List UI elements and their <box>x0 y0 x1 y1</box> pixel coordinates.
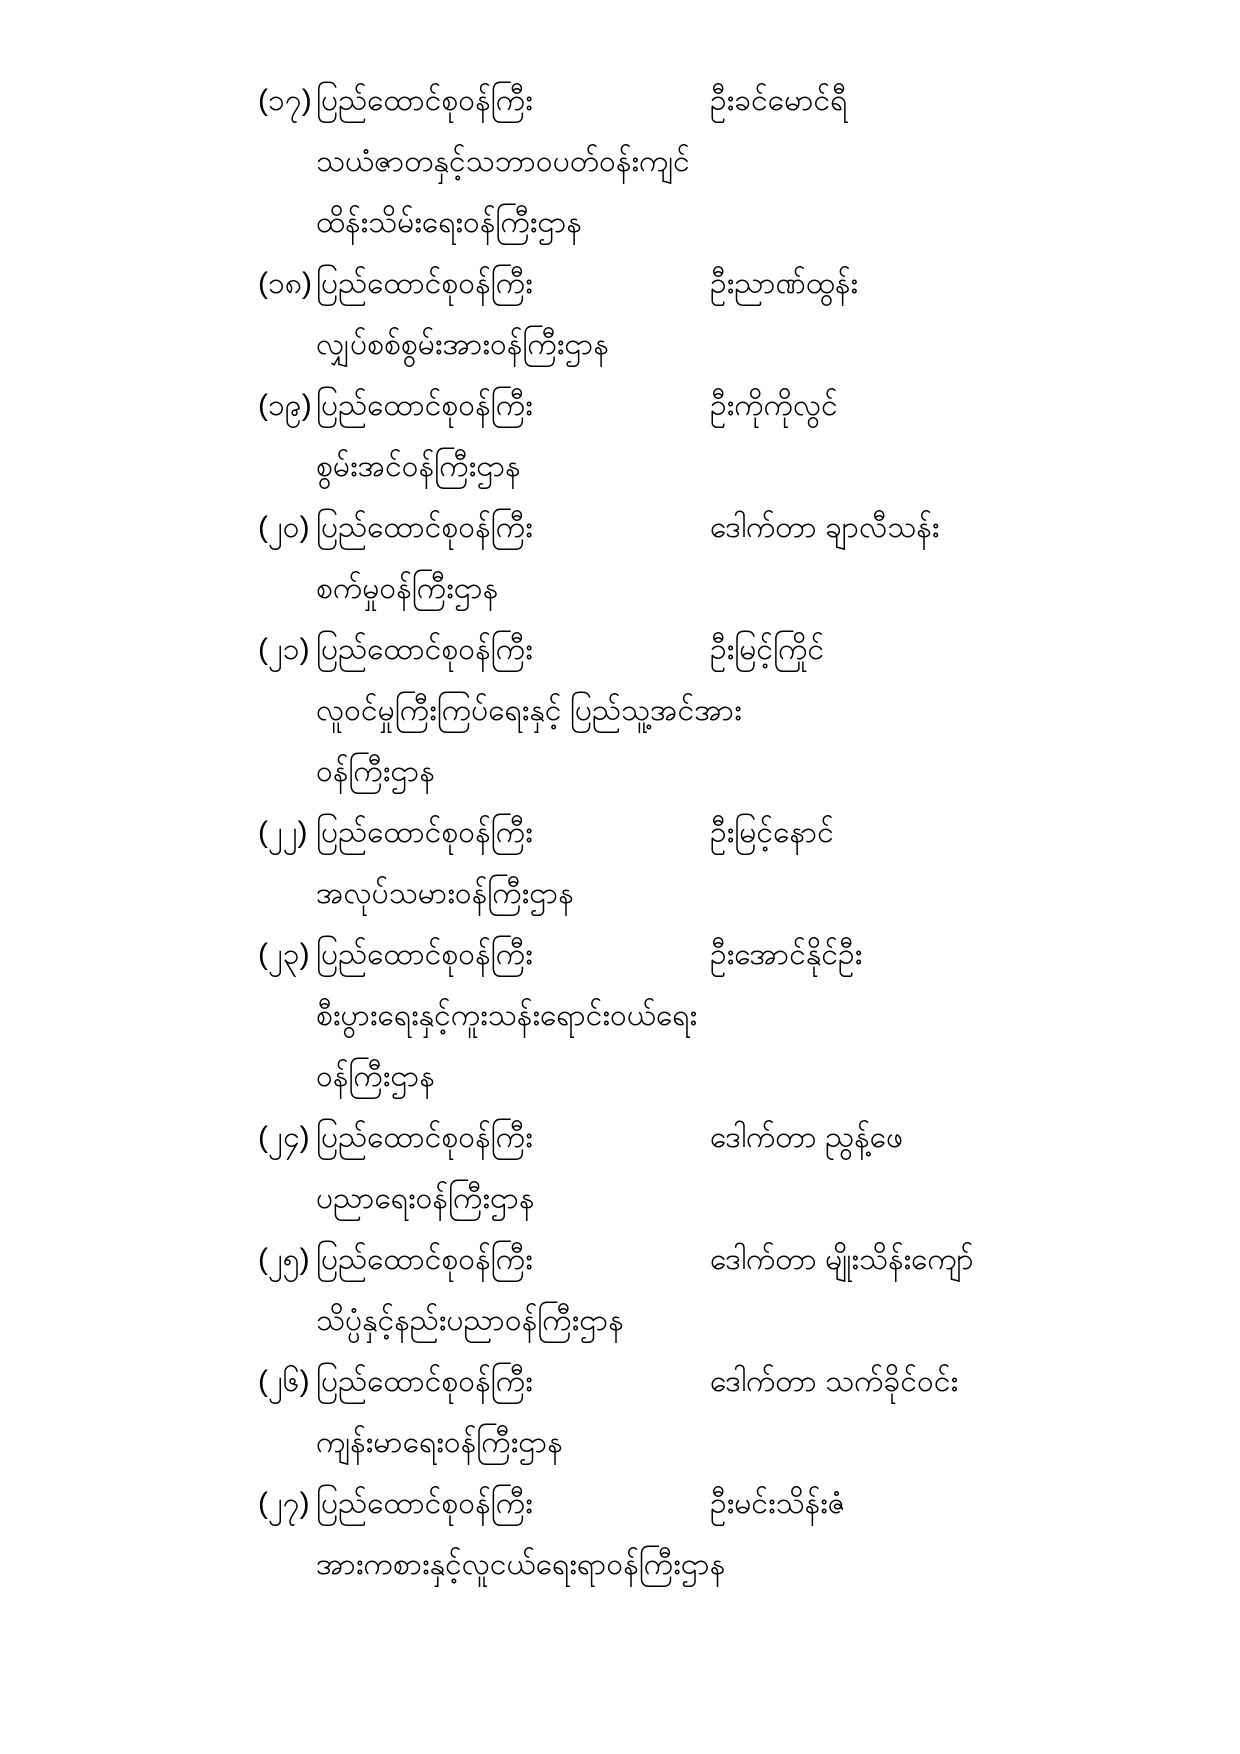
minister-title: ပြည်ထောင်စုဝန်ကြီး <box>316 938 533 971</box>
entry-number: (၂၄) <box>258 1121 310 1154</box>
minister-title: ပြည်ထောင်စုဝန်ကြီး <box>316 633 533 666</box>
minister-name: ဒေါက်တာ ချာလီသန်း <box>710 511 940 544</box>
minister-title: ပြည်ထောင်စုဝန်ကြီး <box>316 1487 533 1520</box>
minister-name: ဦးမြင့်နောင် <box>710 816 834 849</box>
ministry-name-line: ကျန်းမာရေးဝန်ကြီးဌာန <box>316 1426 563 1459</box>
minister-entry <box>258 377 1180 499</box>
minister-title: ပြည်ထောင်စုဝန်ကြီး <box>316 84 533 117</box>
minister-name: ဒေါက်တာ ညွန့်ဖေ <box>710 1121 904 1154</box>
minister-entry <box>258 1353 1180 1475</box>
minister-entry <box>258 621 1180 804</box>
minister-name: ဦးမင်းသိန်းဇံ <box>710 1487 846 1520</box>
minister-name: ဦးအောင်နိုင်ဦး <box>710 938 863 971</box>
ministry-name-line: လျှပ်စစ်စွမ်းအားဝန်ကြီးဌာန <box>316 328 609 361</box>
minister-name: ဦးမြင့်ကြိုင် <box>710 633 825 666</box>
entry-number: (၁၉) <box>258 389 312 422</box>
ministry-name-line: လူဝင်မှုကြီးကြပ်ရေးနှင့် ပြည်သူ့အင်အား <box>316 694 742 727</box>
entry-number: (၁၇) <box>258 84 312 117</box>
ministry-name-line: ဝန်ကြီးဌာန <box>316 1060 435 1093</box>
entry-number: (၂၅) <box>258 1243 310 1276</box>
minister-entry <box>258 926 1180 1109</box>
entry-number: (၂၀) <box>258 511 310 544</box>
minister-title: ပြည်ထောင်စုဝန်ကြီး <box>316 267 533 300</box>
minister-entry <box>258 72 1180 255</box>
ministry-name-line: ထိန်းသိမ်းရေးဝန်ကြီးဌာန <box>316 206 582 239</box>
minister-entry <box>258 1231 1180 1353</box>
minister-entry <box>258 804 1180 926</box>
entry-number: (၂၂) <box>258 816 308 849</box>
ministry-name-line: သိပ္ပံနှင့်နည်းပညာဝန်ကြီးဌာန <box>316 1304 624 1337</box>
minister-entry <box>258 1109 1180 1231</box>
entry-number: (၂၆) <box>258 1365 310 1398</box>
minister-title: ပြည်ထောင်စုဝန်ကြီး <box>316 1243 533 1276</box>
minister-name: ဦးကိုကိုလွင် <box>710 389 838 422</box>
minister-entry <box>258 1475 1180 1597</box>
minister-name: ဒေါက်တာ သက်ခိုင်ဝင်း <box>710 1365 959 1398</box>
entry-number: (၂၇) <box>258 1487 310 1520</box>
minister-title: ပြည်ထောင်စုဝန်ကြီး <box>316 511 533 544</box>
minister-entry <box>258 499 1180 621</box>
minister-title: ပြည်ထောင်စုဝန်ကြီး <box>316 389 533 422</box>
minister-title: ပြည်ထောင်စုဝန်ကြီး <box>316 1121 533 1154</box>
minister-name: ဒေါက်တာ မျိုးသိန်းကျော် <box>710 1243 974 1276</box>
entry-number: (၂၁) <box>258 633 310 666</box>
ministers-list <box>258 72 1180 1597</box>
minister-name: ဦးညာဏ်ထွန်း <box>710 267 858 300</box>
ministry-name-line: ပညာရေးဝန်ကြီးဌာန <box>316 1182 535 1215</box>
minister-title: ပြည်ထောင်စုဝန်ကြီး <box>316 816 533 849</box>
minister-name: ဦးခင်မောင်ရီ <box>710 84 848 117</box>
ministry-name-line: စွမ်းအင်ဝန်ကြီးဌာန <box>316 450 521 483</box>
ministry-name-line: စီးပွားရေးနှင့်ကူးသန်းရောင်းဝယ်ရေး <box>316 999 698 1032</box>
entry-number: (၂၃) <box>258 938 310 971</box>
ministry-name-line: စက်မှုဝန်ကြီးဌာန <box>316 572 499 605</box>
minister-title: ပြည်ထောင်စုဝန်ကြီး <box>316 1365 533 1398</box>
ministry-name-line: အလုပ်သမားဝန်ကြီးဌာန <box>316 877 574 910</box>
minister-entry <box>258 255 1180 377</box>
ministry-name-line: သယံဇာတနှင့်သဘာဝပတ်ဝန်းကျင် <box>316 145 690 178</box>
ministry-name-line: ဝန်ကြီးဌာန <box>316 755 435 788</box>
ministry-name-line: အားကစားနှင့်လူငယ်ရေးရာဝန်ကြီးဌာန <box>316 1548 726 1581</box>
entry-number: (၁၈) <box>258 267 312 300</box>
